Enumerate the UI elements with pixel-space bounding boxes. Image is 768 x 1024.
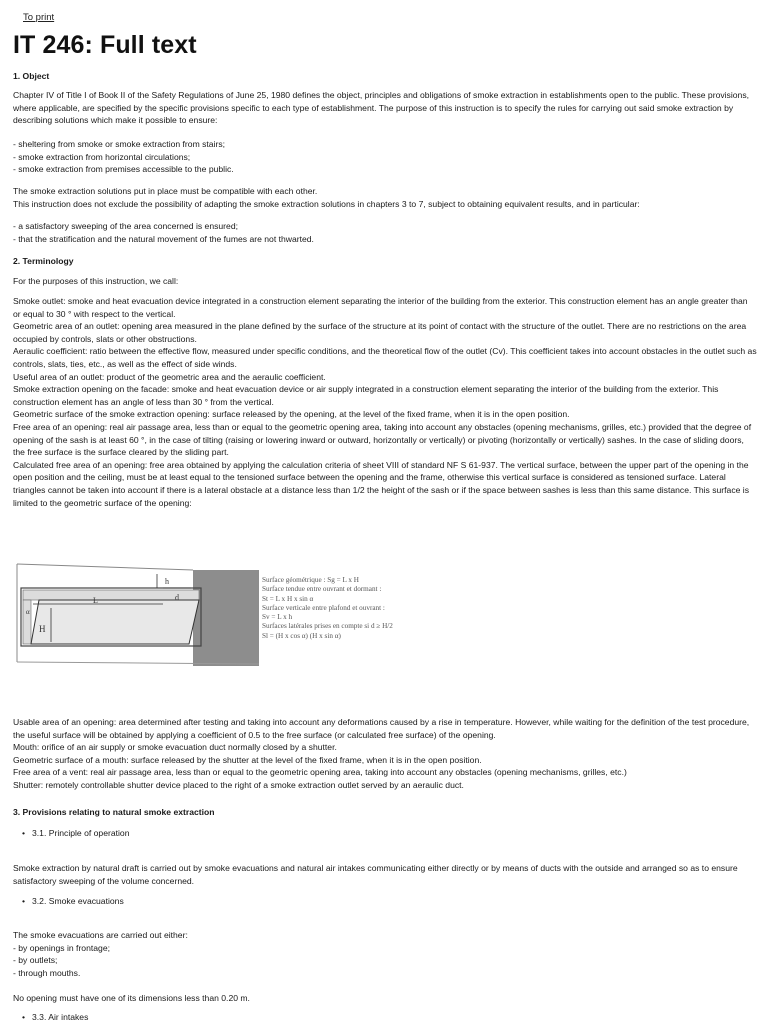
label-d: d [175, 593, 179, 602]
terminology-definitions-2: Usable area of an opening: area determined after testing and taking into account any deformations caused by a rise in temperature. However, while waiting for the definition of the test procedure, the useful surface will be obtained by applying a coefficient of 0.5 to the free surface (or calculated free surface) of the opening. Mouth: orifice of an air supply or smoke evacuation duct normally closed by a shutter. Geometric surface of a mouth: surface released by the shutter at the level of the fixed frame, when it is in the open position. Free area of a vent: real air passage area, less than or equal to the geometric opening area, taking into account any obstacles (opening mechanisms, grilles, etc.) Shutter: remotely controllable shutter device placed to the right of a smoke extraction outlet served by an aeraulic duct. [13, 717, 750, 790]
formula-line: Sl = (H x cos α) (H x sin α) [262, 631, 341, 640]
subsection-bullet [22, 895, 124, 907]
section-heading-terminology: 2. Terminology [13, 256, 74, 266]
list-item: - sheltering from smoke or smoke extraction from stairs; [13, 139, 226, 149]
figure-formulas [262, 576, 393, 641]
subsection-bullet [22, 827, 129, 839]
formula-line: Sv = L x h [262, 613, 293, 622]
page-title: IT 246: Full text [13, 31, 197, 59]
formula-line: Surface verticale entre plafond et ouvrant : [262, 603, 385, 612]
object-list-2 [13, 220, 757, 245]
label-L: L [93, 596, 98, 605]
terminology-intro: For the purposes of this instruction, we call: [13, 276, 179, 286]
section-heading-natural-smoke: 3. Provisions relating to natural smoke extraction [13, 807, 215, 817]
principle-paragraph: Smoke extraction by natural draft is carried out by smoke evacuations and natural air intakes communicating either directly or by means of ducts with the outside and arranged so as to ensure satisfactory sweeping of the volume concerned. [13, 863, 738, 886]
list-item: - smoke extraction from horizontal circulations; [13, 151, 191, 162]
object-list [13, 138, 757, 176]
section-heading-object: 1. Object [13, 71, 50, 81]
label-alpha: α [26, 608, 30, 616]
subsection-label: 3.2. Smoke evacuations [32, 896, 124, 906]
object-paragraph: Chapter IV of Title I of Book II of the Safety Regulations of June 25, 1980 defines the object, principles and obligations of smoke extraction in establishments open to the public. These provisions, where applicable, are specified by the specific provisions specific to each type of establishment. The purpose of this instruction is to specify the rules for carrying out said smoke extraction by describing solutions which make it possible to ensure: [13, 90, 749, 126]
print-link[interactable]: To print [23, 12, 55, 23]
paragraph-line: This instruction does not exclude the possibility of adapting the smoke extraction solutions in chapters 3 to 7, subject to obtaining equivalent results, and in particular: [13, 198, 640, 209]
list-item: - smoke extraction from premises accessible to the public. [13, 164, 234, 175]
list-item: - that the stratification and the natural movement of the fumes are not thwarted. [13, 233, 314, 244]
paragraph-line: The smoke extraction solutions put in place must be compatible with each other. [13, 186, 318, 196]
formula-line: Surfaces latérales prises en compte si d ≥ H/2 [262, 622, 393, 631]
formula-line: Surface tendue entre ouvrant et dormant : [262, 585, 382, 594]
list-item: - a satisfactory sweeping of the area concerned is ensured; [13, 221, 238, 231]
subsection-label: 3.1. Principle of operation [32, 828, 130, 838]
evacuations-paragraph: The smoke evacuations are carried out either: - by openings in frontage; - by outlets; - through mouths. [13, 930, 188, 978]
subsection-label: 3.3. Air intakes [32, 1012, 89, 1022]
subsection-bullet [22, 1011, 88, 1023]
terminology-definitions: Smoke outlet: smoke and heat evacuation device integrated in a construction element separating the interior of the building from the exterior. This construction element has an angle greater than or equal to 30 ° with respect to the vertical. Geometric area of an outlet: opening area measured in the plane defined by the surface of the structure at its point of contact with the structure of the outlet. There are no restrictions on the area occupied by controls, slats or other obstructions. Aeraulic coefficient: ratio between the effective flow, measured under specific conditions, and the theoretical flow of the outlet (Cv). This coefficient takes into account obstacles in the outlet such as controls, slats, ties, etc., as well as the effect of side winds. Useful area of an outlet: product of the geometric area and the aeraulic coefficient. Smoke extraction opening on the facade: smoke and heat evacuation device or air supply integrated in a construction element separating the interior of the building from the exterior. This construction element has an angle of less than 30 ° from the vertical. Geometric surface of the smoke extraction opening: surface released by the opening, at the level of the fixed frame, when it is in the open position. Free area of an opening: real air passage area, less than or equal to the geometric opening area, taking into account any obstacles (opening mechanisms, grilles, etc.) provided that the degree of opening of the sash is at least 60 °, in the case of tilting (raising or lowering inward or outward, horizontally or vertically) or pivoting (horizontally or vertically) sashes. In the case of sliding doors, the free surface is the surface cleared by the sliding part. Calculated free area of an opening: free area obtained by applying the calculation criteria of sheet VIII of standard NF S 61-937. The vertical surface, between the upper part of the opening in the open position and the ceiling, must be at least equal to the tensioned surface between the opening and the frame, otherwise this vertical surface is considered as tensioned surface. Lateral triangles cannot be taken into account if there is a lateral obstacle at a distance less than 1/2 the height of the sash or if the space between sashes is less than this same distance. This surface is limited to the geometric surface of the opening: [13, 296, 757, 508]
wall-shade [193, 570, 259, 666]
label-H: H [39, 624, 46, 634]
object-paragraph-2 [13, 185, 757, 210]
formula-line: St = L x H x sin α [262, 594, 314, 603]
dimension-paragraph: No opening must have one of its dimensions less than 0.20 m. [13, 993, 250, 1003]
label-h: h [165, 577, 169, 586]
formula-line: Surface géométrique : Sg = L x H [262, 576, 359, 584]
